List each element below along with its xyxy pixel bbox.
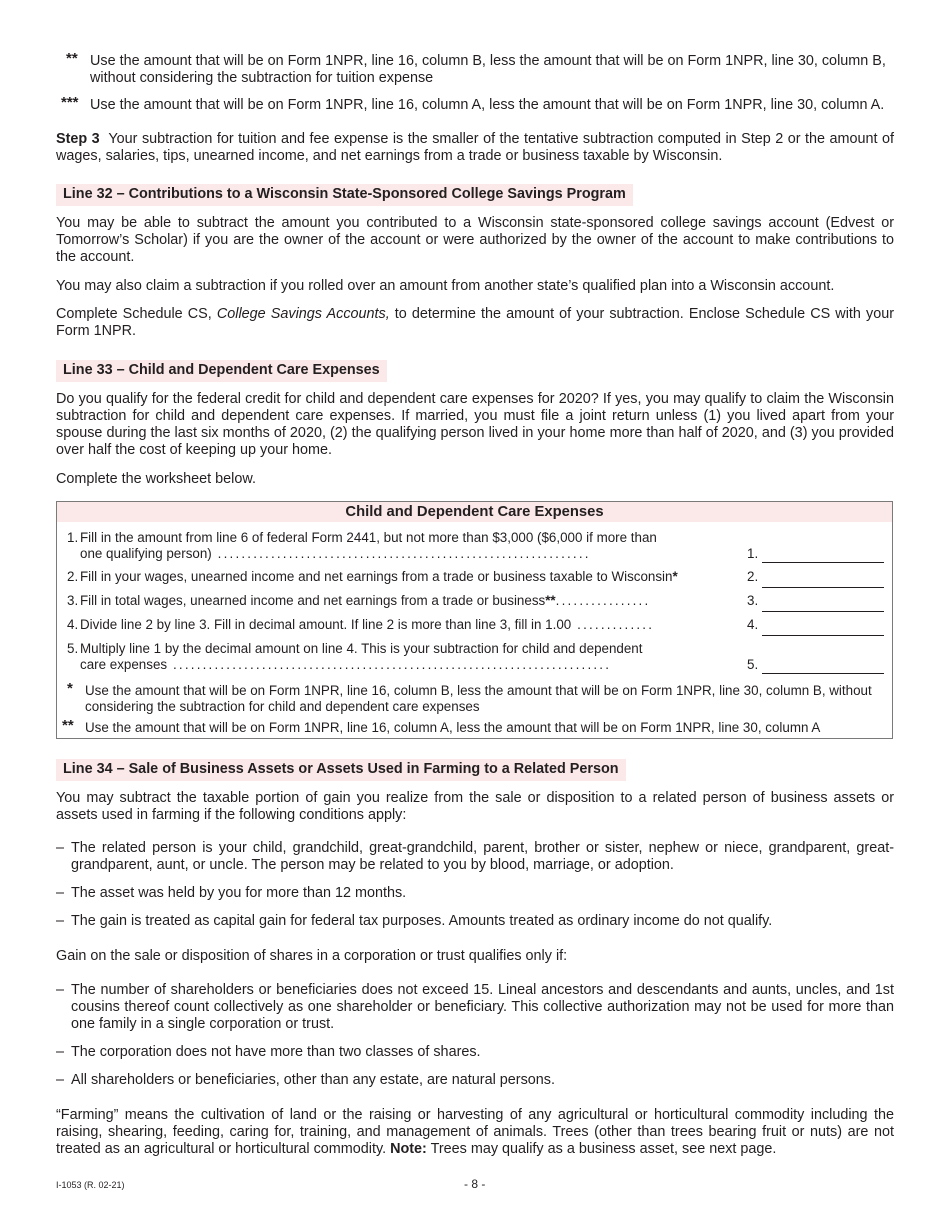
text: “Farming” means the cultivation of land or the raising or harvesting of any agricultural or horticultural commodity including the raising, shearing, feeding, caring for, training, and management of animals. Trees (other than trees bearing fruit or nuts) are not treated as an agricultural or horticultural commodity. — [56, 1107, 894, 1157]
worksheet-title: Child and Dependent Care Expenses — [57, 502, 892, 522]
item-text: All shareholders or beneficiaries, other than any estate, are natural persons. — [71, 1072, 555, 1088]
leader-dots: ............. — [571, 617, 655, 632]
list-item — [56, 1072, 894, 1089]
line-number: 1. — [67, 530, 79, 545]
step-label: Step 3 — [56, 131, 100, 147]
leader-dots: ................ — [555, 593, 651, 608]
text: to determine the amount of your subtraction. Enclose Schedule CS with your Form 1NPR. — [56, 306, 894, 339]
line-33-heading: Line 33 – Child and Dependent Care Expenses — [56, 360, 387, 382]
step-text: Your subtraction for tuition and fee expense is the smaller of the tentative subtraction computed in Step 2 or the amount of wages, salaries, tips, unearned income, and net earnings from a trade or business taxable by Wisconsin. — [56, 131, 894, 164]
line-number: 2. — [67, 569, 79, 584]
step-3 — [56, 131, 894, 165]
note-label: Note: — [390, 1141, 427, 1157]
text: Fill in the amount from line 6 of federal Form 2441, but not more than $3,000 ($6,000 if more than — [80, 530, 657, 545]
line-34-paragraph: Gain on the sale or disposition of shares in a corporation or trust qualifies only if: — [56, 948, 568, 964]
leader-dots: ............................................................... — [211, 546, 591, 561]
form-number: I-1053 (R. 02-21) — [56, 1180, 125, 1190]
item-text: The corporation does not have more than two classes of shares. — [71, 1044, 481, 1060]
item-text: The asset was held by you for more than 12 months. — [71, 885, 407, 901]
schedule-title: College Savings Accounts, — [216, 306, 390, 322]
dash-bullet: – — [56, 1072, 65, 1088]
list-item — [56, 1044, 894, 1061]
line-1-input[interactable] — [762, 562, 884, 563]
dash-bullet: – — [56, 982, 65, 998]
text: Multiply line 1 by the decimal amount on line 4. This is your subtraction for child and dependent — [80, 641, 643, 656]
line-number: 5. — [67, 641, 79, 656]
line-5-input[interactable] — [762, 673, 884, 674]
dash-bullet: – — [56, 885, 65, 901]
line-label: 2. — [747, 569, 759, 584]
line-4-input[interactable] — [762, 635, 884, 636]
line-2-input[interactable] — [762, 587, 884, 588]
worksheet-footnote — [62, 717, 885, 736]
text: care expenses — [80, 657, 168, 672]
line-label: 4. — [747, 617, 759, 632]
footnote-text: Use the amount that will be on Form 1NPR, line 16, column B, less the amount that will be on Form 1NPR, line 30, column B, without considering the subtraction for tuition expense — [90, 53, 886, 86]
text: one qualifying person) — [80, 546, 212, 561]
line-text — [80, 593, 730, 609]
worksheet-footnote — [67, 680, 885, 715]
worksheet-table — [56, 501, 893, 739]
footnote-double-star — [66, 50, 895, 87]
line-text — [80, 617, 730, 633]
footnote-mark: ** — [66, 50, 78, 67]
dash-bullet: – — [56, 1044, 65, 1060]
item-text: The number of shareholders or beneficiaries does not exceed 15. Lineal ancestors and descendants and aunts, uncles, and 1st cousins thereof count collectively as one shareholder or beneficiary. This collective authorization may not be used for more than one family in a single corporation or trust. — [71, 982, 894, 1032]
list-item — [56, 982, 894, 1033]
footnote-mark: ** — [545, 593, 556, 608]
footnote-text: Use the amount that will be on Form 1NPR, line 16, column A, less the amount that will be on Form 1NPR, line 30, column A. — [90, 97, 885, 113]
item-text: The related person is your child, grandchild, great-grandchild, parent, brother or sister, nephew or niece, grandparent, great-grandparent, aunt, or uncle. The person may be related to you by blood, marriage, or adoption. — [71, 840, 894, 873]
line-label: 1. — [747, 546, 759, 561]
text: Trees may qualify as a business asset, see next page. — [426, 1141, 777, 1157]
text: Divide line 2 by line 3. Fill in decimal amount. If line 2 is more than line 3, fill in 1.00 — [80, 617, 572, 632]
line-3-input[interactable] — [762, 611, 884, 612]
line-text — [80, 569, 750, 585]
footnote-mark: * — [672, 569, 678, 584]
line-34-paragraph — [56, 1107, 894, 1158]
dash-bullet: – — [56, 913, 65, 929]
text: Fill in total wages, unearned income and net earnings from a trade or business — [80, 593, 546, 608]
footnote-mark: * — [67, 680, 73, 697]
text: Fill in your wages, unearned income and net earnings from a trade or business taxable to Wisconsin — [80, 569, 673, 584]
dash-bullet: – — [56, 840, 65, 856]
line-label: 5. — [747, 657, 759, 672]
line-number: 4. — [67, 617, 79, 632]
line-32-paragraph: You may be able to subtract the amount you contributed to a Wisconsin state-sponsored college savings account (Edvest or Tomorrow’s Scholar) if you are the owner of the account or were authorized by the owner of the account to make contributions to the account. — [56, 215, 894, 265]
line-33-paragraph: Complete the worksheet below. — [56, 471, 256, 487]
list-item — [56, 913, 894, 930]
line-34-paragraph: You may subtract the taxable portion of gain you realize from the sale or disposition to a related person of business assets or assets used in farming if the following conditions apply: — [56, 790, 894, 823]
footnote-mark: ** — [62, 717, 74, 734]
line-32-paragraph — [56, 306, 894, 340]
footnote-text: Use the amount that will be on Form 1NPR, line 16, column B, less the amount that will be on Form 1NPR, line 30, column B, without considering the subtraction for child and dependent care expenses — [85, 683, 872, 714]
text: Complete Schedule CS, — [56, 306, 217, 322]
footnote-text: Use the amount that will be on Form 1NPR, line 16, column A, less the amount that will be on Form 1NPR, line 30, column A — [85, 720, 821, 735]
line-32-heading: Line 32 – Contributions to a Wisconsin State-Sponsored College Savings Program — [56, 184, 633, 206]
footnote-mark: *** — [61, 94, 79, 111]
line-text — [80, 641, 730, 673]
list-item — [56, 840, 894, 874]
line-34-heading: Line 34 – Sale of Business Assets or Assets Used in Farming to a Related Person — [56, 759, 626, 781]
line-32-paragraph: You may also claim a subtraction if you rolled over an amount from another state’s qualified plan into a Wisconsin account. — [56, 278, 835, 294]
item-text: The gain is treated as capital gain for federal tax purposes. Amounts treated as ordinary income do not qualify. — [71, 913, 773, 929]
page-number: - 8 - — [464, 1177, 486, 1191]
line-text — [80, 530, 730, 562]
list-item — [56, 885, 894, 902]
line-33-paragraph: Do you qualify for the federal credit for child and dependent care expenses for 2020? If yes, you may qualify to claim the Wisconsin subtraction for child and dependent care expenses. If married, you must file a joint return unless (1) you lived apart from your spouse during the last six months of 2020, (2) the qualifying person lived in your home more than half of 2020, and (3) you provided over half the cost of keeping up your home. — [56, 391, 894, 458]
line-number: 3. — [67, 593, 79, 608]
footnote-triple-star — [61, 94, 895, 114]
line-label: 3. — [747, 593, 759, 608]
leader-dots: .......................................................................... — [167, 657, 612, 672]
